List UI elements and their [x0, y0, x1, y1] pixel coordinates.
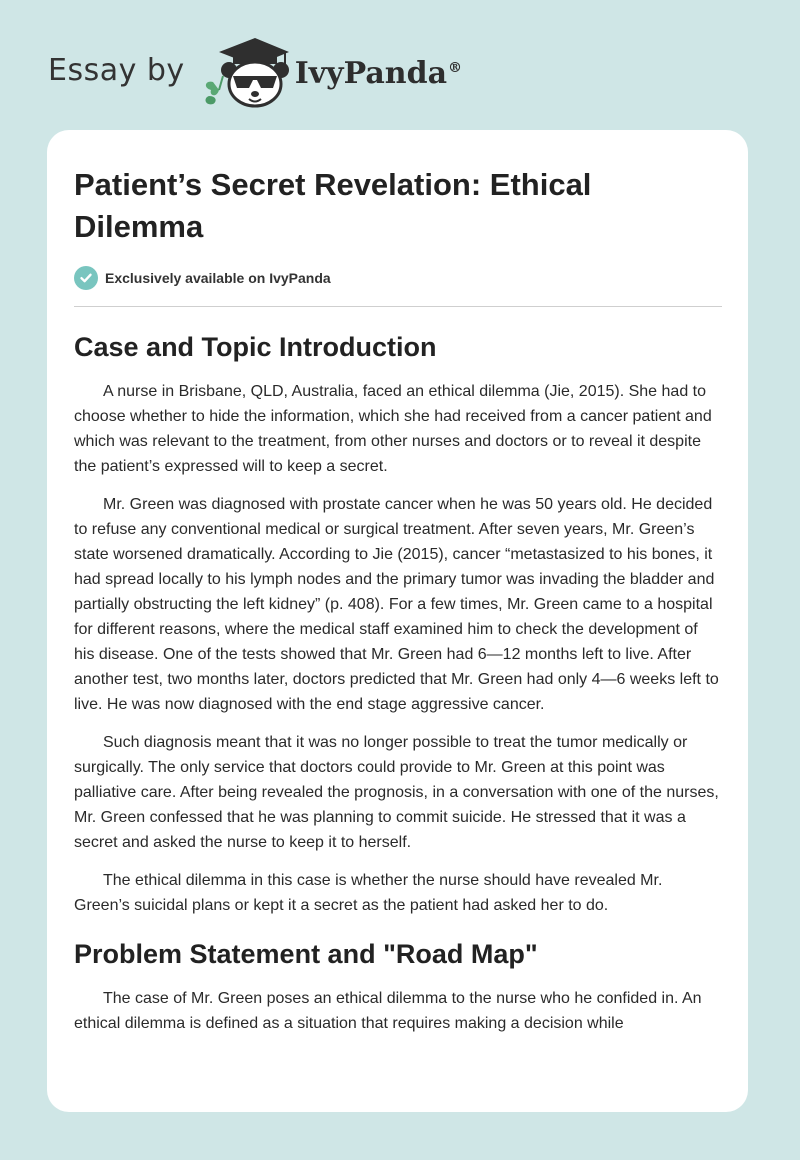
brand-header [48, 36, 462, 108]
brand-name: IvyPanda® [294, 55, 463, 91]
section-heading-problem-statement: Problem Statement and "Road Map" [74, 939, 538, 969]
paragraph: The case of Mr. Green poses an ethical dilemma to the nurse who he confided in. An ethical dilemma is defined as a situation that requires making a decision while [74, 990, 702, 1032]
divider [74, 306, 722, 307]
check-circle-icon [74, 266, 98, 290]
exclusive-badge-label: Exclusively available on IvyPanda [105, 270, 331, 286]
paragraph: The ethical dilemma in this case is whether the nurse should have revealed Mr. Green’s suicidal plans or kept it a secret as the patient had asked her to do. [74, 872, 663, 914]
page-title: Patient’s Secret Revelation: Ethical Dilemma [74, 167, 592, 244]
exclusive-badge [74, 266, 722, 290]
panda-graduate-icon [199, 36, 293, 108]
paragraph: Such diagnosis meant that it was no longer possible to treat the tumor medically or surgically. The only service that doctors could provide to Mr. Green at this point was palliative care. After being revealed the prognosis, in a conversation with one of the nurses, Mr. Green confessed that he was planning to commit suicide. He stressed that it was a secret and asked the nurse to keep it to herself. [74, 734, 719, 851]
section-heading-case-introduction: Case and Topic Introduction [74, 332, 437, 362]
paragraph: Mr. Green was diagnosed with prostate cancer when he was 50 years old. He decided to refuse any conventional medical or surgical treatment. After seven years, Mr. Green’s state worsened dramatically. According to Jie (2015), cancer “metastasized to his bones, it had spread locally to his lymph nodes and the primary tumor was invading the bladder and partially obstructing the left kidney” (p. 408). For a few times, Mr. Green came to a hospital for different reasons, where the medical staff examined him to check the development of his disease. One of the tests showed that Mr. Green had 6—12 months left to live. After another test, two months later, doctors predicted that Mr. Green had only 4—6 weeks left to live. He was now diagnosed with the end stage aggressive cancer. [74, 496, 719, 713]
paragraph: A nurse in Brisbane, QLD, Australia, faced an ethical dilemma (Jie, 2015). She had to choose whether to hide the information, which she had received from a cancer patient and which was relevant to the treatment, from other nurses and doctors or to reveal it despite the patient’s expressed will to keep a secret. [74, 383, 712, 475]
brand-prefix: Essay by [48, 52, 185, 88]
article-card [47, 130, 748, 1112]
